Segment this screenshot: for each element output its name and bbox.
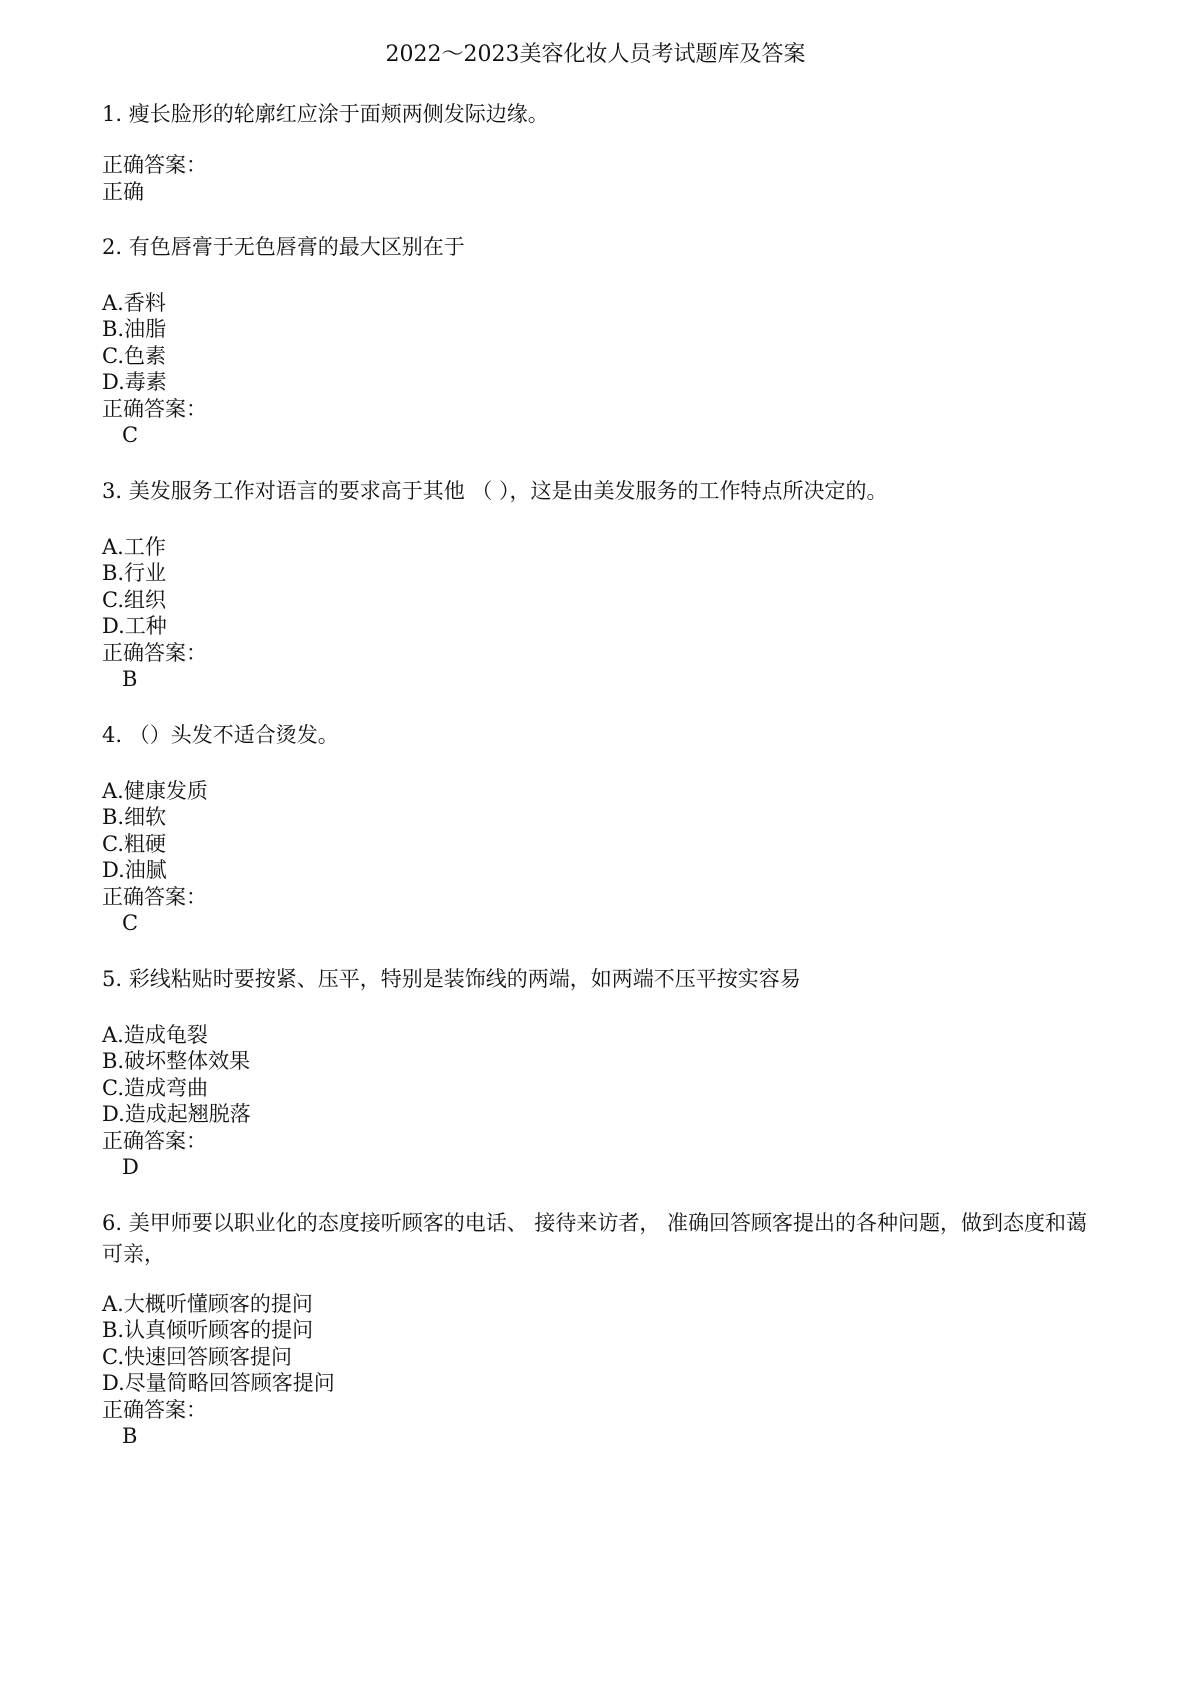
question-1-answer: 正确 — [102, 180, 144, 204]
question-3-answer: B — [122, 667, 138, 691]
question-2-answer-label: 正确答案： — [102, 397, 207, 421]
question-6-option-c: C.快速回答顾客提问 — [102, 1345, 292, 1369]
document-title: 2022～2023美容化妆人员考试题库及答案 — [385, 42, 806, 67]
question-4-option-b: B.细软 — [102, 805, 167, 829]
question-4-option-a: A.健康发质 — [102, 779, 208, 803]
question-4-answer-label: 正确答案： — [102, 885, 207, 909]
question-4-answer: C — [122, 911, 139, 935]
question-2-option-c: C.色素 — [102, 344, 166, 368]
question-3-option-b: B.行业 — [102, 561, 167, 585]
question-5-answer-label: 正确答案： — [102, 1129, 207, 1153]
question-5-option-d: D.造成起翘脱落 — [102, 1102, 251, 1126]
question-6-option-b: B.认真倾听顾客的提问 — [102, 1318, 314, 1342]
question-6-option-a: A.大概听懂顾客的提问 — [102, 1292, 313, 1316]
question-5-stem: 5. 彩线粘贴时要按紧、压平，特别是装饰线的两端，如两端不压平按实容易 — [102, 967, 801, 991]
question-3-option-c: C.组织 — [102, 588, 166, 612]
question-6-option-d: D.尽量简略回答顾客提问 — [102, 1371, 335, 1395]
question-3-option-a: A.工作 — [102, 535, 166, 559]
question-5-answer: D — [122, 1155, 139, 1179]
question-5-option-b: B.破坏整体效果 — [102, 1049, 251, 1073]
question-3-option-d: D.工种 — [102, 614, 167, 638]
question-4-option-d: D.油腻 — [102, 858, 167, 882]
question-1-stem: 1. 瘦长脸形的轮廓红应涂于面颊两侧发际边缘。 — [102, 102, 549, 126]
question-6-answer: B — [122, 1424, 138, 1448]
question-2-stem: 2. 有色唇膏于无色唇膏的最大区别在于 — [102, 235, 465, 259]
question-1-answer-label: 正确答案： — [102, 153, 207, 177]
question-3-stem: 3. 美发服务工作对语言的要求高于其他 （ ），这是由美发服务的工作特点所决定的。 — [102, 479, 888, 503]
question-4-option-c: C.粗硬 — [102, 832, 166, 856]
question-5-option-a: A.造成龟裂 — [102, 1023, 208, 1047]
question-6-stem: 6. 美甲师要以职业化的态度接听顾客的电话、 接待来访者， 准确回答顾客提出的各种问题，做到态度和蔼可亲， — [102, 1211, 1088, 1266]
question-4-stem: 4. （）头发不适合烫发。 — [102, 723, 339, 747]
question-2-option-a: A.香料 — [102, 291, 166, 315]
question-2-option-b: B.油脂 — [102, 317, 167, 341]
question-2-option-d: D.毒素 — [102, 370, 167, 394]
question-5-option-c: C.造成弯曲 — [102, 1076, 208, 1100]
question-3-answer-label: 正确答案： — [102, 641, 207, 665]
question-2-answer: C — [122, 423, 139, 447]
question-6-answer-label: 正确答案： — [102, 1398, 207, 1422]
